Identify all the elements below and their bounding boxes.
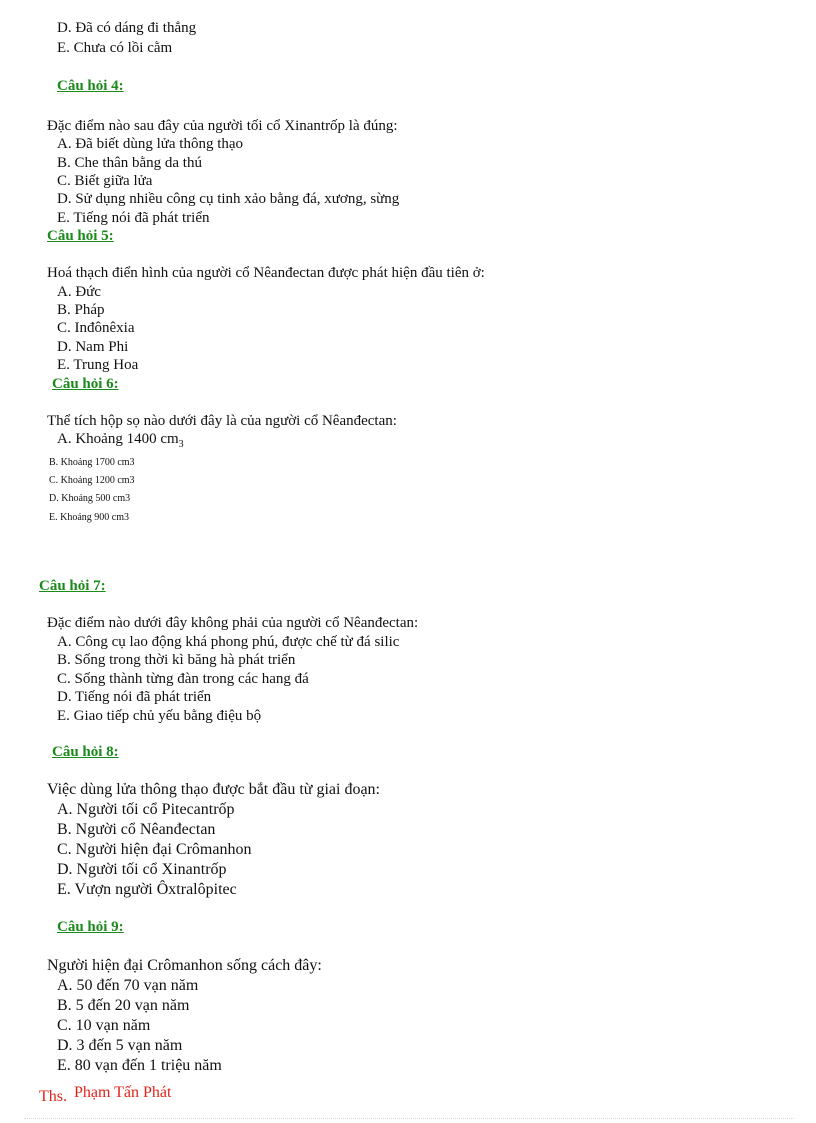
q9-option-a: A. 50 đến 70 vạn năm	[57, 977, 199, 994]
q7-heading: Câu hỏi 7:	[39, 578, 106, 594]
q4-option-b: B. Che thân bằng da thú	[57, 155, 202, 171]
q3-option-e: E. Chưa có lồi cằm	[57, 40, 173, 56]
q9-option-b: B. 5 đến 20 vạn năm	[57, 997, 190, 1014]
signature-name: Phạm Tấn Phát	[74, 1084, 172, 1101]
q7-option-e: E. Giao tiếp chủ yếu bằng điệu bộ	[57, 708, 262, 724]
q9-option-d: D. 3 đến 5 vạn năm	[57, 1037, 183, 1054]
signature-prefix: Ths.	[39, 1088, 67, 1105]
q6-option-a-text: A. Khoảng 1400 cm	[57, 431, 179, 447]
q9-option-c: C. 10 vạn năm	[57, 1017, 151, 1034]
q5-question: Hoá thạch điển hình của người cổ Nêanđectan được phát hiện đầu tiên ở:	[47, 265, 485, 281]
q5-option-a: A. Đức	[57, 284, 101, 300]
q8-option-a: A. Người tối cổ Pitecantrốp	[57, 801, 235, 818]
q8-question: Việc dùng lửa thông thạo được bắt đầu từ giai đoạn:	[47, 781, 380, 798]
q4-question: Đặc điểm nào sau đây của người tối cổ Xinantrốp là đúng:	[47, 118, 398, 134]
q6-heading: Câu hỏi 6:	[52, 376, 119, 392]
q6-option-e: E. Khoảng 900 cm3	[49, 512, 129, 523]
page-bottom-rule	[24, 1118, 794, 1119]
q4-heading: Câu hỏi 4:	[57, 78, 124, 94]
q6-option-d: D. Khoảng 500 cm3	[49, 493, 131, 504]
q6-option-a-subscript: 3	[178, 439, 184, 450]
q7-question: Đặc điểm nào dưới đây không phải của người cổ Nêanđectan:	[47, 615, 419, 631]
q7-option-c: C. Sống thành từng đàn trong các hang đá	[57, 671, 309, 687]
q6-question: Thể tích hộp sọ nào dưới đây là của người cổ Nêanđectan:	[47, 413, 397, 429]
q9-option-e: E. 80 vạn đến 1 triệu năm	[57, 1057, 222, 1074]
q4-option-c: C. Biết giữa lửa	[57, 173, 153, 189]
q7-option-b: B. Sống trong thời kì băng hà phát triển	[57, 652, 296, 668]
q4-option-a: A. Đã biết dùng lửa thông thạo	[57, 136, 244, 152]
q6-option-a	[57, 431, 184, 450]
q8-option-b: B. Người cổ Nêanđectan	[57, 821, 216, 838]
q5-option-d: D. Nam Phi	[57, 339, 129, 355]
q9-question: Người hiện đại Crômanhon sống cách đây:	[47, 957, 322, 974]
q3-option-d: D. Đã có dáng đi thẳng	[57, 20, 197, 36]
q8-option-e: E. Vượn người Ôxtralôpitec	[57, 881, 237, 898]
q5-option-e: E. Trung Hoa	[57, 357, 139, 373]
q5-heading: Câu hỏi 5:	[47, 228, 114, 244]
q4-option-d: D. Sử dụng nhiều công cụ tinh xảo bằng đá, xương, sừng	[57, 191, 400, 207]
q8-heading: Câu hỏi 8:	[52, 744, 119, 760]
q8-option-d: D. Người tối cổ Xinantrốp	[57, 861, 227, 878]
q5-option-b: B. Pháp	[57, 302, 105, 318]
q5-option-c: C. Inđônêxia	[57, 320, 135, 336]
q9-heading: Câu hỏi 9:	[57, 919, 124, 935]
q7-option-d: D. Tiếng nói đã phát triển	[57, 689, 212, 705]
q4-option-e: E. Tiếng nói đã phát triển	[57, 210, 210, 226]
q8-option-c: C. Người hiện đại Crômanhon	[57, 841, 252, 858]
q6-option-b: B. Khoảng 1700 cm3	[49, 457, 135, 468]
q7-option-a: A. Công cụ lao động khá phong phú, được chế từ đá silic	[57, 634, 400, 650]
q6-option-c: C. Khoảng 1200 cm3	[49, 475, 135, 486]
